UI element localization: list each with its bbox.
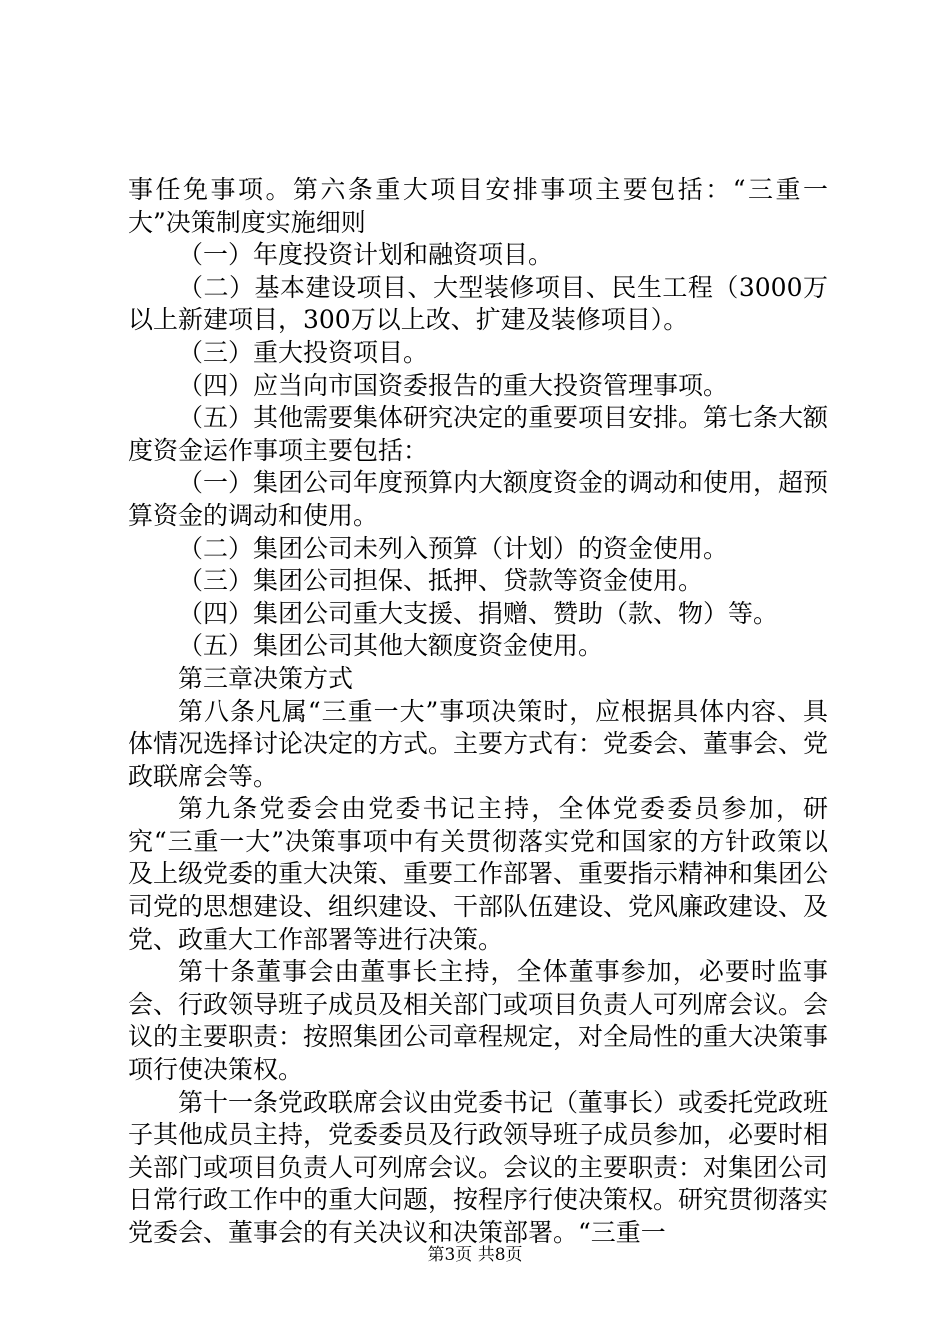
paragraph: 第十一条党政联席会议由党委书记（董事长）或委托党政班子其他成员主持，党委委员及行政领导班子成员参加，必要时相关部门或项目负责人可列席会议。会议的主要职责：对集团公司日常行政工作中的重大问题，按程序行使决策权。研究贯彻落实党委会、董事会的有关决议和决策部署。“三重一 <box>128 1087 829 1247</box>
document-body <box>128 174 828 1250</box>
paragraph: （二）集团公司未列入预算（计划）的资金使用。 <box>178 533 729 563</box>
paragraph: （一）集团公司年度预算内大额度资金的调动和使用，超预算资金的调动和使用。 <box>128 468 829 530</box>
paragraph: （四）集团公司重大支援、捐赠、赞助（款、物）等。 <box>178 598 779 628</box>
paragraph: （四）应当向市国资委报告的重大投资管理事项。 <box>178 370 729 400</box>
page-number: 第3页 共8页 <box>427 1245 523 1265</box>
paragraph: （二）基本建设项目、大型装修项目、民生工程（3000万以上新建项目，300万以上改、扩建及装修项目）。 <box>128 272 828 335</box>
paragraph: 第十条董事会由董事长主持，全体董事参加，必要时监事会、行政领导班子成员及相关部门或项目负责人可列席会议。会议的主要职责：按照集团公司章程规定，对全局性的重大决策事项行使决策权。 <box>128 957 829 1085</box>
paragraph: 第八条凡属“三重一大”事项决策时，应根据具体内容、具体情况选择讨论决定的方式。主要方式有：党委会、董事会、党政联席会等。 <box>128 696 829 791</box>
paragraph: （三）重大投资项目。 <box>178 337 429 367</box>
page-footer <box>0 1244 950 1266</box>
paragraph: （五）其他需要集体研究决定的重要项目安排。第七条大额度资金运作事项主要包括： <box>128 403 829 465</box>
chapter-heading: 第三章决策方式 <box>178 663 354 693</box>
paragraph: （五）集团公司其他大额度资金使用。 <box>178 631 604 661</box>
paragraph: 事任免事项。第六条重大项目安排事项主要包括：“三重一大”决策制度实施细则 <box>128 175 828 237</box>
paragraph: （一）年度投资计划和融资项目。 <box>178 240 554 270</box>
paragraph: 第九条党委会由党委书记主持，全体党委委员参加，研究“三重一大”决策事项中有关贯彻落实党和国家的方针政策以及上级党委的重大决策、重要工作部署、重要指示精神和集团公司党的思想建设、组织建设、干部队伍建设、党风廉政建设、及党、政重大工作部署等进行决策。 <box>128 794 829 954</box>
paragraph: （三）集团公司担保、抵押、贷款等资金使用。 <box>178 566 704 596</box>
